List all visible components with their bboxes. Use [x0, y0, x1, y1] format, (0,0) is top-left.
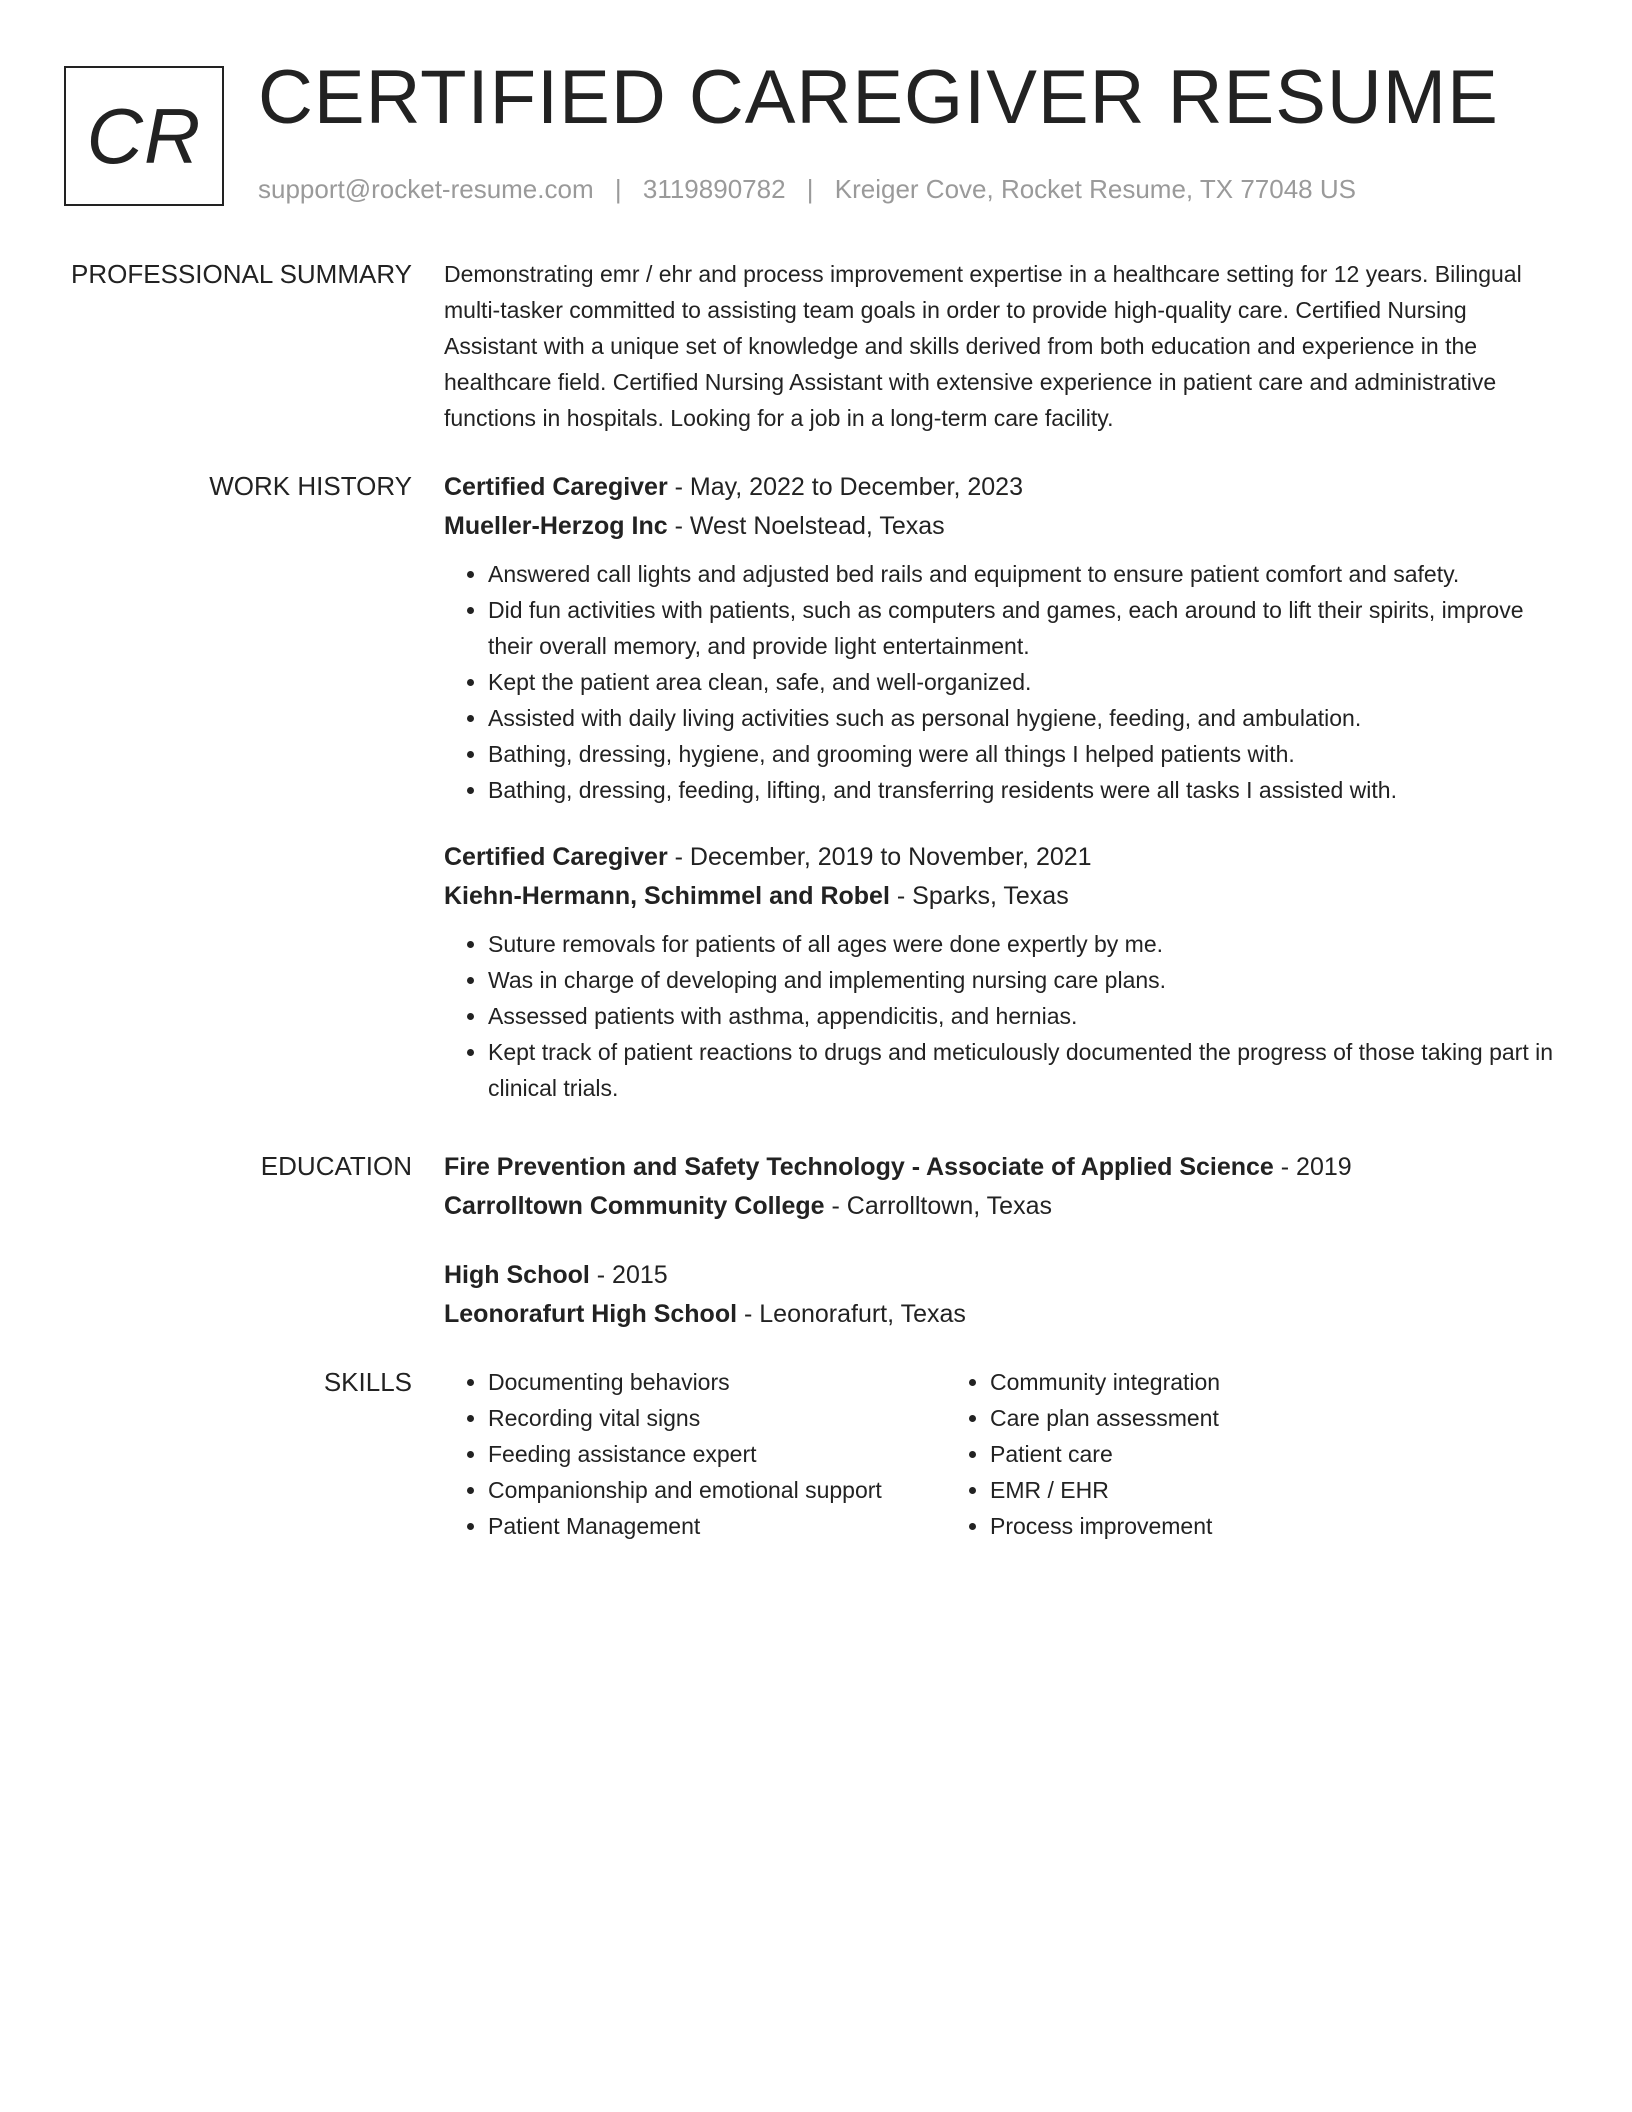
monogram-initials: CR [86, 91, 202, 180]
school-name: Carrolltown Community College [444, 1192, 825, 1220]
skill-item: • Care plan assessment [990, 1400, 1448, 1436]
duty-item: • Answered call lights and adjusted bed rails and equipment to ensure patient comfort and safety. [488, 556, 1564, 592]
monogram-badge [64, 66, 224, 206]
job-title-line [444, 838, 1564, 877]
degree-name: High School [444, 1261, 590, 1289]
skill-item: • Documenting behaviors [488, 1364, 946, 1400]
duty-item: • Was in charge of developing and implementing nursing care plans. [488, 962, 1564, 998]
job-duties [444, 556, 1564, 808]
skill-item: • Process improvement [990, 1508, 1448, 1544]
education-body [444, 1148, 1564, 1364]
school-line [444, 1187, 1564, 1226]
section-label-education: EDUCATION [260, 1151, 412, 1181]
section-label-work: WORK HISTORY [209, 471, 412, 501]
duty-item: • Assisted with daily living activities such as personal hygiene, feeding, and ambulation. [488, 700, 1564, 736]
duty-item: • Bathing, dressing, feeding, lifting, and transferring residents were all tasks I assisted with. [488, 772, 1564, 808]
duty-item: • Assessed patients with asthma, appendicitis, and hernias. [488, 998, 1564, 1034]
section-label-skills: SKILLS [323, 1367, 412, 1397]
job-entry [444, 468, 1564, 808]
resume-title: CERTIFIED CAREGIVER RESUME [258, 55, 1499, 140]
contact-separator: | [806, 174, 814, 204]
education-entry [444, 1256, 1564, 1334]
education-entry [444, 1148, 1564, 1226]
skills-list-left [444, 1364, 946, 1544]
duty-item: • Did fun activities with patients, such as computers and games, each around to lift their spirits, improve their overall memory, and provide light entertainment. [488, 592, 1564, 664]
section-label-summary: PROFESSIONAL SUMMARY [71, 259, 412, 289]
skill-item: • Patient care [990, 1436, 1448, 1472]
skill-item: • Feeding assistance expert [488, 1436, 946, 1472]
work-body [444, 468, 1564, 1128]
skill-item: • Companionship and emotional support [488, 1472, 946, 1508]
contact-address: Kreiger Cove, Rocket Resume, TX 77048 US [834, 174, 1356, 204]
school-line [444, 1295, 1564, 1334]
skill-item: • EMR / EHR [990, 1472, 1448, 1508]
contact-separator: | [614, 174, 622, 204]
job-title: Certified Caregiver [444, 843, 668, 871]
job-company-line [444, 507, 1564, 546]
contact-phone: 3119890782 [642, 174, 786, 204]
job-location: - Sparks, Texas [889, 882, 1069, 910]
duty-item: • Bathing, dressing, hygiene, and grooming were all things I helped patients with. [488, 736, 1564, 772]
contact-line [258, 174, 1356, 205]
skills-columns [444, 1364, 1564, 1544]
contact-email: support@rocket-resume.com [258, 174, 594, 204]
job-location: - West Noelstead, Texas [667, 512, 945, 540]
job-company: Mueller-Herzog Inc [444, 512, 668, 540]
degree-name: Fire Prevention and Safety Technology - Associate of Applied Science [444, 1153, 1274, 1181]
degree-line [444, 1256, 1564, 1295]
degree-year: - 2015 [589, 1261, 668, 1289]
skill-item: • Community integration [990, 1364, 1448, 1400]
job-duties [444, 926, 1564, 1106]
degree-line [444, 1148, 1564, 1187]
school-location: - Carrolltown, Texas [824, 1192, 1052, 1220]
job-dates: - December, 2019 to November, 2021 [667, 843, 1092, 871]
skills-list-right [946, 1364, 1448, 1544]
duty-item: • Kept the patient area clean, safe, and well-organized. [488, 664, 1564, 700]
summary-body [444, 256, 1564, 436]
job-dates: - May, 2022 to December, 2023 [667, 473, 1023, 501]
summary-text: Demonstrating emr / ehr and process improvement expertise in a healthcare setting for 12 years. Bilingual multi-tasker committed to assisting team goals in order to provide high-quality care. Certified Nursing Assistant with a unique set of knowledge and skills derived from both education and experience in the healthcare field. Certified Nursing Assistant with extensive experience in patient care and administrative functions in hospitals. Looking for a job in a long-term care facility. [444, 261, 1522, 431]
skill-item: • Patient Management [488, 1508, 946, 1544]
skills-body [444, 1364, 1564, 1544]
job-title: Certified Caregiver [444, 473, 668, 501]
duty-item: • Suture removals for patients of all ages were done expertly by me. [488, 926, 1564, 962]
job-company-line [444, 877, 1564, 916]
job-title-line [444, 468, 1564, 507]
job-entry [444, 838, 1564, 1106]
duty-item: • Kept track of patient reactions to drugs and meticulously documented the progress of those taking part in clinical trials. [488, 1034, 1564, 1106]
school-location: - Leonorafurt, Texas [737, 1300, 966, 1328]
skill-item: • Recording vital signs [488, 1400, 946, 1436]
degree-year: - 2019 [1273, 1153, 1352, 1181]
school-name: Leonorafurt High School [444, 1300, 738, 1328]
job-company: Kiehn-Hermann, Schimmel and Robel [444, 882, 890, 910]
